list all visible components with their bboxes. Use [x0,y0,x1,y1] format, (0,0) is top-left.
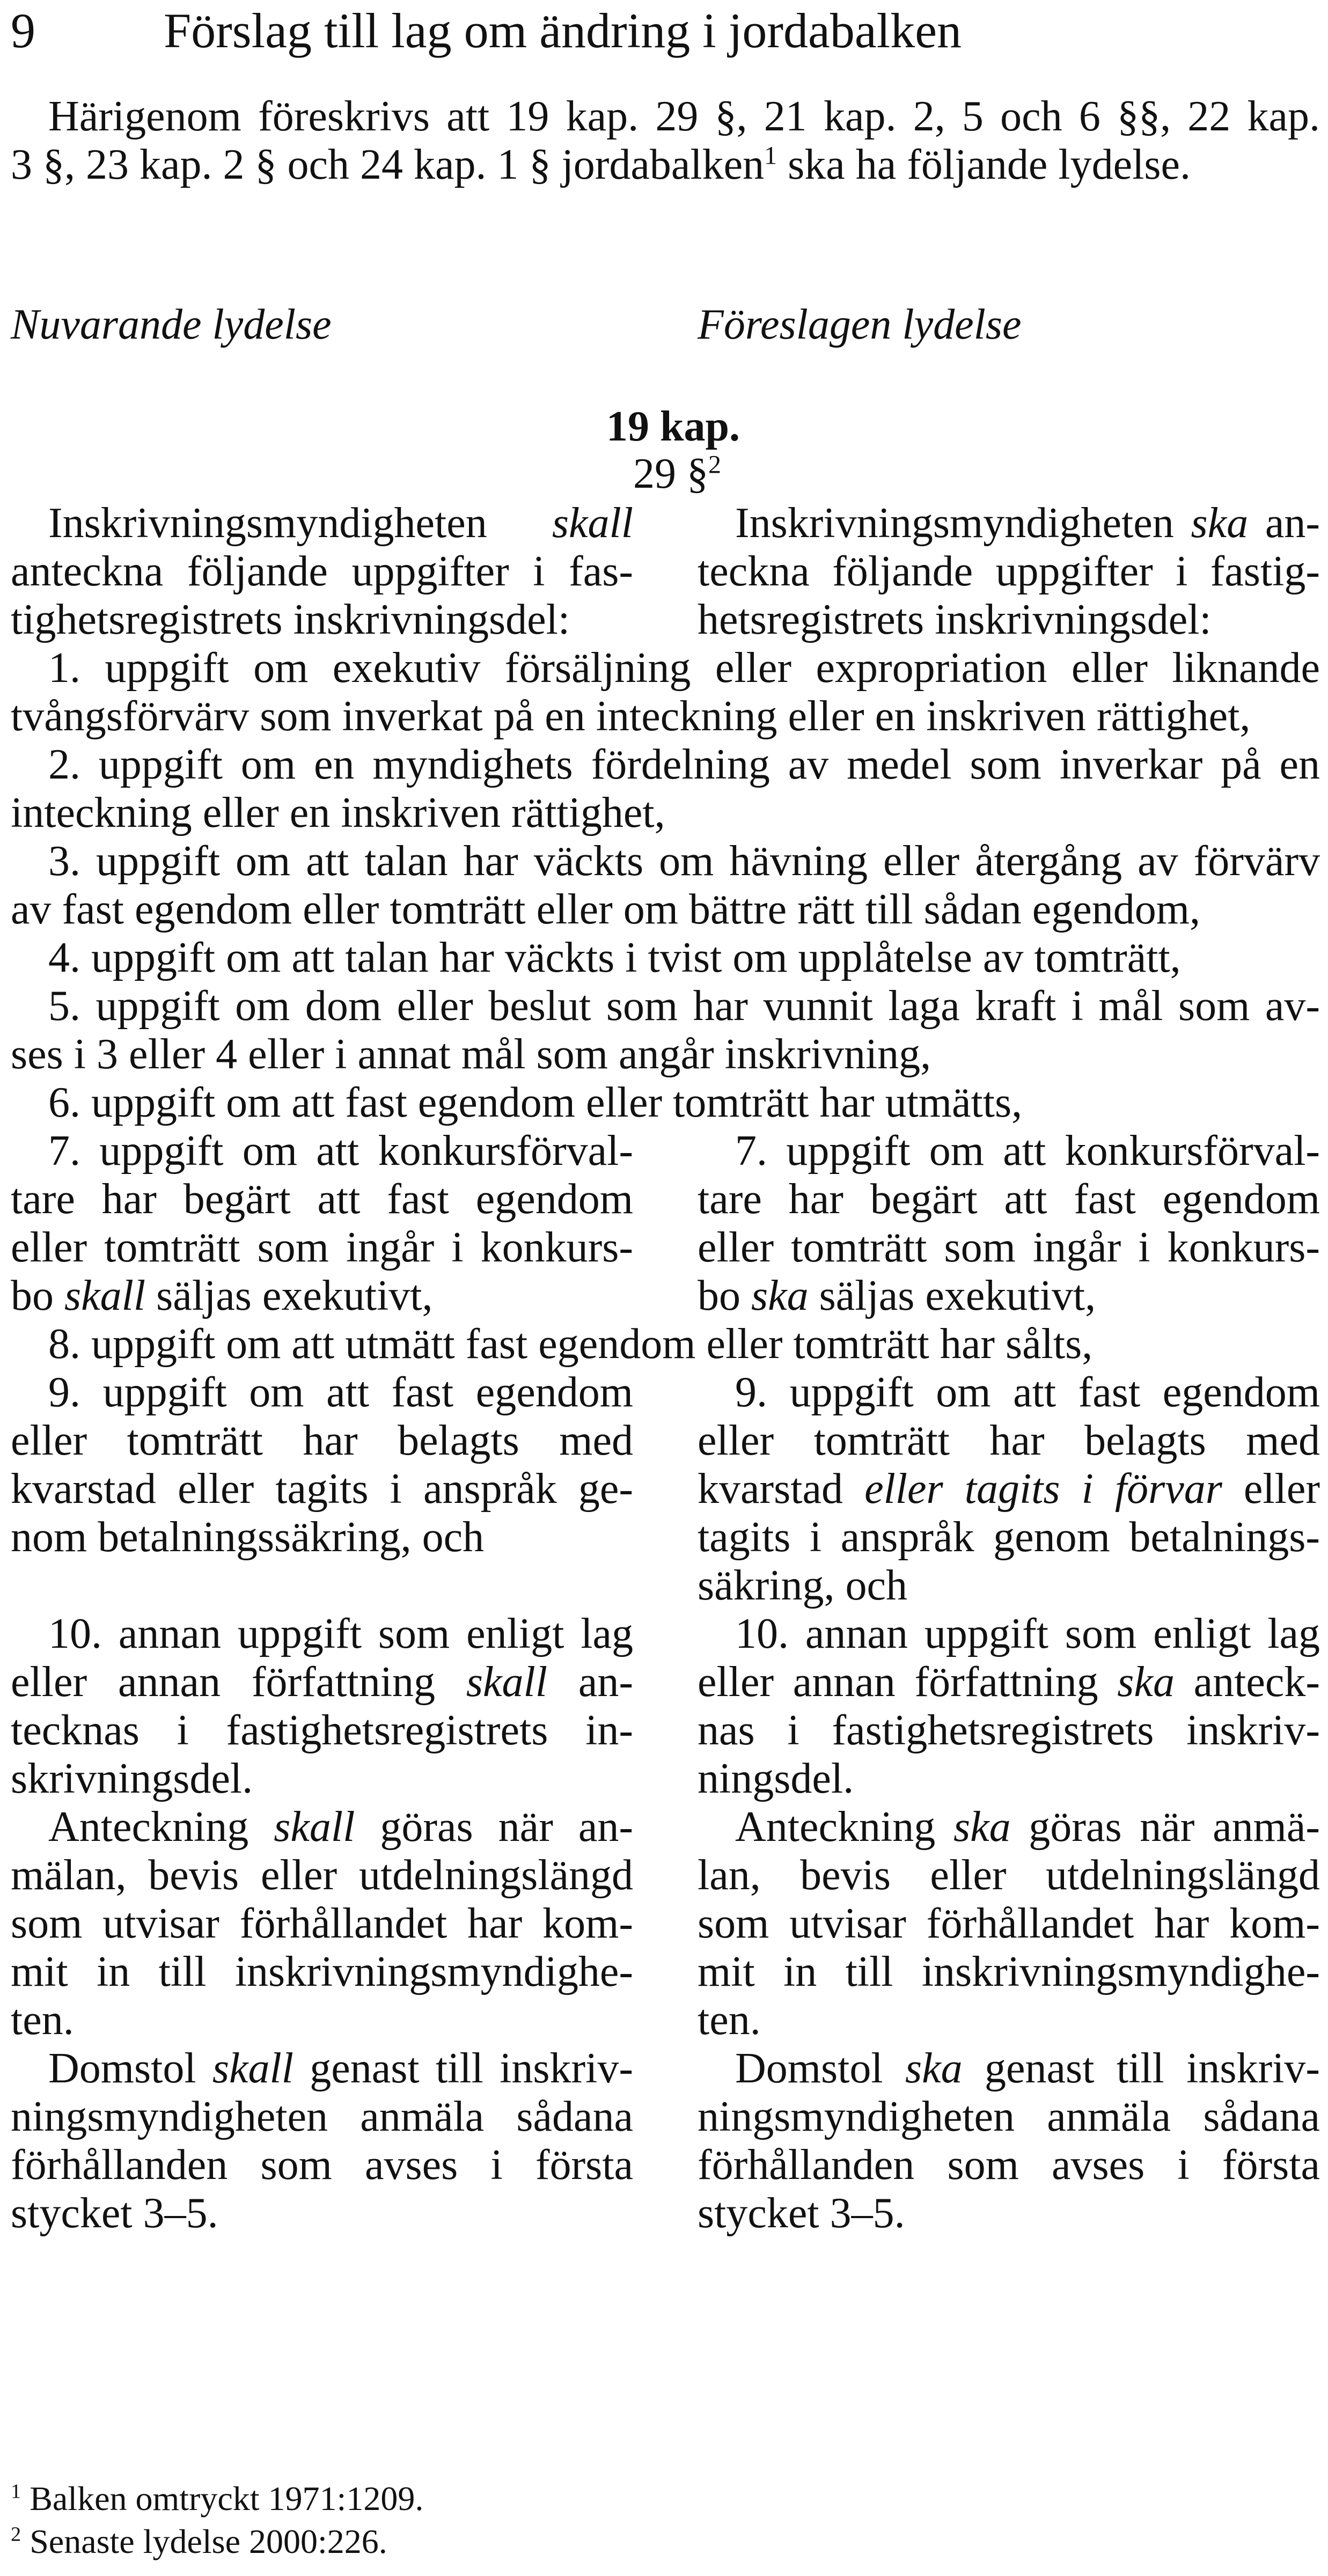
text-line [11,499,633,547]
text-line [11,547,633,596]
emphasis-text: ska [751,1272,809,1319]
emphasis-text: skall [552,500,633,547]
text-line [11,1610,633,1658]
p3-right [698,2044,1320,2237]
text-segment: teckna följande uppgifter i fastig- [698,548,1320,595]
text-line [698,1417,1320,1465]
list-item-1-line-1: 1. uppgift om exekutiv försäljning eller expropriation eller liknande [48,644,1320,692]
text-line [11,2189,633,2237]
emphasis-text: ska [953,1803,1011,1851]
text-segment: göras när anmä- [1010,1803,1320,1851]
footnote-1-marker: 1 [11,2480,21,2503]
text-segment: 10. annan uppgift som enligt lag [48,1610,633,1657]
emphasis-text: eller tagits i förvar [864,1465,1222,1513]
text-segment: 7. uppgift om att konkursförval- [735,1127,1320,1175]
text-segment: kvarstad eller tagits i anspråk ge- [11,1465,633,1513]
text-line [11,1272,633,1320]
text-segment: som utvisar förhållandet har kom- [11,1900,633,1947]
text-line [698,1368,1320,1417]
text-segment: Domstol [735,2045,905,2092]
text-segment: Inskrivningsmyndigheten [48,500,552,547]
text-segment: anteck- [1174,1658,1320,1706]
text-segment: ningsdel. [698,1755,854,1802]
text-segment: 9. uppgift om att fast egendom [48,1369,633,1416]
text-segment: mit in till inskrivningsmyndighe- [698,1948,1320,1995]
text-line [698,1513,1320,1561]
item7-left [11,1127,633,1320]
text-line [698,1851,1320,1899]
text-line [698,1899,1320,1948]
emphasis-text: skall [64,1272,146,1319]
text-segment: stycket 3–5. [698,2190,905,2237]
text-line [698,596,1320,644]
p2-right [698,1803,1320,2044]
text-segment: tare har begärt att fast egendom [698,1176,1320,1223]
text-segment: förhållanden som avses i första [698,2141,1320,2189]
item10-left [11,1610,633,1803]
text-line [11,1513,633,1561]
text-line [698,499,1320,547]
text-segment: bo [11,1272,64,1319]
text-segment: lan, bevis eller utdelningslängd [698,1852,1320,1899]
intro-text-b: ska ha följande lydelse. [777,141,1191,188]
list-item-6: 6. uppgift om att fast egendom eller tomträtt har utmätts, [48,1079,1023,1126]
list-item-2-line-2: inteckning eller en inskriven rättighet, [11,789,665,836]
text-segment: säkring, och [698,1562,908,1609]
list-item-2-line-1: 2. uppgift om en myndighets fördelning av medel som inverkar på en [48,741,1320,788]
item10-right [698,1610,1320,1803]
text-line [11,2093,633,2141]
paragraph-number: 29 § [633,450,708,497]
footnote-1 [11,2479,423,2519]
emphasis-text: ska [1117,1658,1175,1706]
p3-left [11,2044,633,2237]
list-item-3-line-2: av fast egendom eller tomträtt eller om bättre rätt till sådan egendom, [11,886,1200,933]
text-line [698,1272,1320,1320]
footnote-ref-1: 1 [764,141,777,170]
text-segment: 9. uppgift om att fast egendom [735,1369,1320,1416]
text-segment: ten. [698,1997,761,2044]
text-segment: eller tomträtt som ingår i konkurs- [698,1224,1320,1271]
text-line [11,1223,633,1272]
list-item-3-line-1: 3. uppgift om att talan har väckts om hävning eller återgång av förvärv [48,838,1320,885]
text-segment: tare har begärt att fast egendom [11,1176,633,1223]
text-line [698,2189,1320,2237]
footnote-2-marker: 2 [11,2523,21,2546]
footnote-ref-2: 2 [708,450,721,479]
text-segment: eller annan författning [698,1658,1118,1706]
list-item-1-line-2: tvångsförvärv som inverkat på en inteckning eller en inskriven rättighet, [11,693,1251,740]
section-number: 9 [11,3,35,58]
text-line [698,2141,1320,2189]
text-segment: eller tomträtt som ingår i konkurs- [11,1224,633,1271]
text-segment: Anteckning [48,1803,274,1851]
text-segment: ningsmyndigheten anmäla sådana [11,2093,633,2140]
text-line [698,2093,1320,2141]
text-line [11,1803,633,1851]
text-line [11,1755,633,1803]
text-segment: eller tomträtt har belagts med [11,1417,633,1464]
text-line [698,1610,1320,1658]
text-line [698,1803,1320,1851]
intro-line-2 [11,141,1191,189]
p1-right [698,499,1320,644]
text-line [11,596,633,644]
text-line [11,1899,633,1948]
text-line [698,1465,1320,1513]
text-segment: mälan, bevis eller utdelningslängd [11,1852,633,1899]
intro-text-a: 3 §, 23 kap. 2 § och 24 kap. 1 § jordabalken [11,141,765,188]
text-line [11,2141,633,2189]
text-segment: eller annan författning [11,1658,466,1706]
column-heading-current: Nuvarande lydelse [11,301,332,348]
text-segment: eller tomträtt har belagts med [698,1417,1320,1464]
footnote-2 [11,2522,387,2562]
text-segment: säljas exekutivt, [808,1272,1096,1319]
emphasis-text: skall [274,1803,355,1851]
list-item-5-line-2: ses i 3 eller 4 eller i annat mål som angår inskrivning, [11,1031,931,1078]
item7-right [698,1127,1320,1320]
emphasis-text: ska [905,2045,963,2092]
footnote-1-text: Balken omtryckt 1971:1209. [30,2479,424,2518]
footnote-2-text: Senaste lydelse 2000:226. [30,2522,387,2560]
text-line [11,1417,633,1465]
text-segment: anteckna följande uppgifter i fas- [11,548,633,595]
p2-left [11,1803,633,2044]
text-segment: ningsmyndigheten anmäla sådana [698,2093,1320,2140]
text-line [11,1658,633,1706]
column-heading-proposed: Föreslagen lydelse [698,301,1022,348]
paragraph-heading [633,450,721,498]
text-segment: nas i fastighetsregistrets inskriv- [698,1707,1320,1754]
text-segment: hetsregistrets inskrivningsdel: [698,596,1212,643]
list-item-4: 4. uppgift om att talan har väckts i tvist om upplåtelse av tomträtt, [48,934,1181,981]
text-line [698,1658,1320,1706]
text-segment: kvarstad [698,1465,865,1513]
text-segment: genast till inskriv- [293,2045,633,2092]
list-item-5-line-1: 5. uppgift om dom eller beslut som har vunnit laga kraft i mål som av- [48,982,1320,1030]
text-line [698,1561,1320,1610]
text-line [698,1223,1320,1272]
text-line [11,1465,633,1513]
text-segment: skrivningsdel. [11,1755,253,1802]
text-segment: mit in till inskrivningsmyndighe- [11,1948,633,1995]
text-line [698,547,1320,596]
text-segment: 7. uppgift om att konkursförval- [48,1127,633,1175]
text-segment: genast till inskriv- [962,2045,1320,2092]
intro-line-1: Härigenom föreskrivs att 19 kap. 29 §, 21 kap. 2, 5 och 6 §§, 22 kap. [48,93,1320,140]
text-line [698,1996,1320,2044]
text-segment: säljas exekutivt, [145,1272,433,1319]
text-line [698,1175,1320,1223]
emphasis-text: ska [1191,500,1249,547]
text-line [11,1948,633,1996]
item9-left [11,1368,633,1561]
page-title: Förslag till lag om ändring i jordabalken [164,3,962,58]
text-segment: stycket 3–5. [11,2190,218,2237]
text-segment: tecknas i fastighetsregistrets in- [11,1707,633,1754]
text-segment: ten. [11,1997,74,2044]
text-segment: an- [1248,500,1320,547]
text-segment: Inskrivningsmyndigheten [735,500,1191,547]
text-segment: som utvisar förhållandet har kom- [698,1900,1320,1947]
text-line [698,1948,1320,1996]
text-line [11,1706,633,1755]
text-line [11,1851,633,1899]
p1-left [11,499,633,644]
text-segment: 10. annan uppgift som enligt lag [735,1610,1320,1657]
text-segment: nom betalningssäkring, och [11,1514,485,1561]
text-line [698,2044,1320,2093]
emphasis-text: skall [466,1658,547,1706]
text-line [698,1706,1320,1755]
text-line [11,1175,633,1223]
text-segment: Anteckning [735,1803,953,1851]
text-segment: förhållanden som avses i första [11,2141,633,2189]
text-line [11,1368,633,1417]
text-segment: tighetsregistrets inskrivningsdel: [11,596,570,643]
text-segment: göras när an- [355,1803,633,1851]
text-segment: bo [698,1272,751,1319]
text-line [698,1755,1320,1803]
emphasis-text: skall [212,2045,294,2092]
list-item-8: 8. uppgift om att utmätt fast egendom eller tomträtt har sålts, [48,1320,1093,1368]
text-segment: Domstol [48,2045,212,2092]
text-line [11,1996,633,2044]
item9-right [698,1368,1320,1610]
text-line [698,1127,1320,1175]
text-segment: eller [1222,1465,1320,1513]
text-segment: an- [547,1658,633,1706]
chapter-heading: 19 kap. [606,403,740,450]
text-line [11,2044,633,2093]
text-segment: tagits i anspråk genom betalnings- [698,1514,1320,1561]
text-line [11,1127,633,1175]
